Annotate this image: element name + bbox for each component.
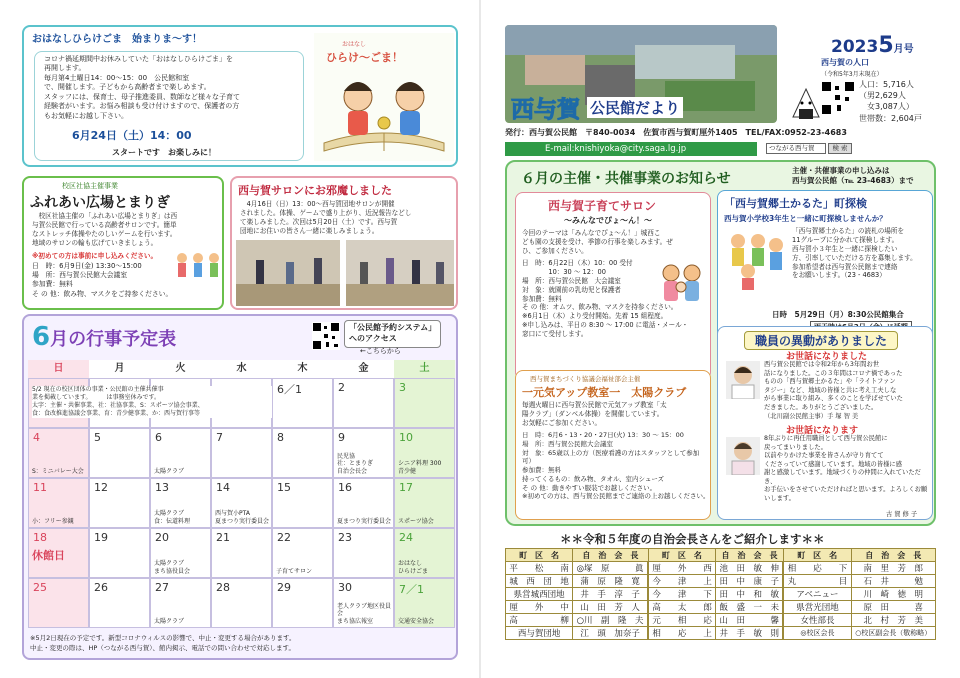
table-cell: ○川 副 隆 夫 (573, 614, 648, 627)
calendar-event: 子育てサロン (276, 567, 313, 575)
calendar-day-number: 3 (399, 381, 406, 394)
weekday-1: 月 (89, 360, 150, 378)
salon-photo-2 (346, 240, 454, 306)
calendar-event: スポーツ協会 (398, 517, 434, 525)
calendar-day-number (212, 379, 271, 383)
calendar-day-number: 27 (155, 581, 169, 594)
table-row (506, 588, 936, 601)
table-cell: 西与賀団地 (506, 627, 573, 640)
calendar-day-number: 14 (216, 481, 230, 494)
calendar-event: 民児協 社：とまりぎ 自治会長会 (337, 452, 374, 475)
calendar-title-rest: 月の行事予定表 (50, 329, 177, 350)
calendar-day-cell (89, 428, 150, 478)
exercise-people-illustration (174, 250, 222, 290)
kosodate-title: 西与賀子育てサロン (548, 199, 657, 213)
june-title: ６月の主催・共催事業のお知らせ (521, 171, 731, 187)
calendar-day-cell (89, 578, 150, 628)
table-cell: 井 手 敏 則 (716, 627, 784, 640)
calendar-day-cell (150, 528, 211, 578)
table-cell: 池 田 敏 伸 (716, 562, 784, 575)
population-note: （令和5年3月末現在） (821, 71, 883, 78)
issue-month: 5 (878, 33, 894, 58)
table-cell: 田 中 和 敏 (716, 588, 784, 601)
calendar-day-number: 24 (399, 531, 413, 544)
idou-section-2: お世話になります (786, 426, 859, 436)
calendar-title-month: 6 (32, 322, 51, 352)
kosodate-details: 日 時：6月22日（木）10：00 受付 10：30 〜 12：00 場 所：西与賀公民館 大会議室 対 象：就園前の乳幼児と保護者 参加費：無料 そ の 他：オムツ、飲み物、マスクを持参ください。 ※6月1日（木）より受付開始。先着 15 組程度。 ※申し込みは、平日の 8:30 〜 17:00 に電話・メール・ 窓口にて受付します。 (522, 259, 689, 339)
table-cell: 高 柳 (506, 614, 573, 627)
table-cell: 今 津 下 (648, 588, 716, 601)
calendar-day-cell (272, 578, 333, 628)
table-cell: 井 手 淳 子 (573, 588, 648, 601)
calendar-title (32, 322, 176, 352)
table-cell: ◎校区会長 (783, 627, 851, 640)
table-row (506, 627, 936, 640)
calendar-day-cell (211, 578, 272, 628)
kosodate-body: 今回のテーマは「みんなでぴょ〜ん！」城西こ ども園の支援を受け、季節の行事を楽しみます。ぜ ひ、ご参加ください。 (522, 229, 673, 255)
chairpersons-table (505, 548, 936, 640)
search-button[interactable]: 検 索 (828, 143, 852, 154)
table-cell: アベニュー (783, 588, 851, 601)
table-header-row (506, 549, 936, 562)
salon-photo-1 (236, 240, 340, 306)
calendar-event: 交通安全協会 (398, 617, 435, 625)
storybook-title-small: おはなし (342, 41, 367, 48)
calendar-day-cell (211, 428, 272, 478)
karuta-exploration-card (717, 190, 933, 340)
salon-body: 4月16日（日）13：00〜西与賀団地サロンが開催 されました。体操、ゲームで盛り上がり、近況報告などし て楽しみました。次回は5月20日（土）です。西与賀 団地にお住いの皆さん一緒に楽しみましょう。 (240, 200, 412, 235)
taiyo-details: 日 時：6月6・13・20・27日(火) 13：30 〜 15：00 場 所：西与賀公民館大会議室 対 象：65歳以上の方（医療看護の方はスタッフとして参加可） 参加費：無料 持ってくるもの：飲み物、タオル、室内シューズ そ の 他：動きやすい服装でお越しください。 ※初めての方は、西与賀公民館までご連絡の上お越しください。 (522, 431, 710, 501)
table-row (506, 601, 936, 614)
calendar-day-number: 25 (33, 581, 47, 594)
calendar-day-cell (28, 528, 89, 578)
calendar-intro: 5/2 現在の校区団体の事業・公民館の主催共催事 業を掲載しています。 は事務室休みです。 太字：主催・共催事業、社：社協事業、S：スポーツ協会事業、 食：食改推進協議会事業、育：青少健事業、か：西与賀行事等 (32, 386, 272, 418)
calendar-day-number: 23 (338, 531, 352, 544)
calendar-event: 西与賀小PTA 夏まつり実行委員会 (215, 510, 270, 525)
calendar-day-number: 9 (338, 431, 345, 444)
calendar-day-number: 12 (94, 481, 108, 494)
calendar-day-cell (272, 428, 333, 478)
table-cell: 丸 目 (783, 575, 851, 588)
staff-change-card (717, 326, 933, 520)
calendar-day-cell (211, 478, 272, 528)
taiyo-club-card (515, 370, 711, 520)
table-cell: 飯 盛 一 未 (716, 601, 784, 614)
taiyo-title: 一元気アップ教室一 太陽クラブ (522, 386, 687, 399)
issue-year: 2023 (831, 37, 879, 57)
calendar-day-cell (272, 378, 333, 428)
calendar-event: 小：フリー参観 (32, 517, 74, 525)
calendar-day-number (29, 379, 88, 383)
tanken-date: 日時 5月29日（月）8:30公民館集合 (772, 310, 904, 319)
calendar-day-cell (272, 528, 333, 578)
tanken-title: 「西与賀郷土かるた」町探検 (724, 197, 867, 210)
mascot-icon (791, 87, 821, 123)
issue-date (831, 33, 914, 58)
children-illustration (724, 227, 788, 291)
calendar-day-number: 20 (155, 531, 169, 544)
email-bar[interactable]: E-mail:knishiyoka@city.saga.lg.jp (505, 142, 757, 156)
table-cell: 県営光団地 (783, 601, 851, 614)
calendar-day-cell (89, 478, 150, 528)
calendar-event: 夏まつり実行委員会 (337, 517, 392, 525)
table-cell: 元 相 応 (648, 614, 716, 627)
table-cell: 山 田 馨 (716, 614, 784, 627)
publisher-line: 発行：西与賀公民館 〒840-0034 佐賀市西与賀町厘外1405 TEL/FAX:0952-23-4683 (505, 128, 847, 137)
table-header-cell: 町 区 名 (506, 549, 573, 562)
calendar-day-number: 18 (33, 531, 47, 544)
idou-body-1: 西与賀公民館では令和2年から3年間お世 話になりました。この３年間はコロナ禍であった ものの「西与賀郷土かるた」や「ライトファン タジー」など、地域の皆様と共に考え工夫しな がら事業に取り組み、多くのことを学ばせていた だきました。ありがとうございました。 (764, 361, 903, 411)
calendar-day-cell (150, 478, 211, 528)
calendar-day-number: 17 (399, 481, 413, 494)
idou-section-1: お世話になりました (786, 352, 868, 362)
table-cell: 南 里 芳 郎 (851, 562, 935, 575)
calendar-event: 老人クラブ地区役員会 まち協広報室 (337, 602, 392, 625)
table-cell: 江 頭 加奈子 (573, 627, 648, 640)
kosodate-salon-card (515, 192, 711, 380)
staff-photo-2 (726, 437, 760, 475)
family-illustration (656, 261, 706, 307)
table-cell: 蒲 原 隆 寛 (573, 575, 648, 588)
table-row (506, 562, 936, 575)
population-title: 西与賀の人口 (821, 58, 869, 67)
staff-photo-1 (726, 361, 760, 399)
newsletter-logo-sub: 公民館だより (587, 97, 683, 118)
calendar-day-cell (28, 428, 89, 478)
ohanashi-body: コロナ禍延期間中お休みしていた「おはなしひらけごま」を 再開します。 毎月第4土曜日14：00〜15：00 公民館和室 で、開催します。子どもから高齢者まで楽しめます。 スタッフには、保育士、母子推進委員、数師など様々な子育て 経験者がいます。お悩み相談も受け付けますので、保護者の方 もお気軽にお越し下さい。 (44, 55, 240, 120)
table-cell: 県営城西団地 (506, 588, 573, 601)
ohanashi-date: 6月24日（土）14：00 (72, 129, 192, 142)
idou-body-2: 8年ぶりに再任用職員として西与賀公民館に 戻ってまいりました。 以前やりかけた事業を皆さんが守り育てて くださっていて感謝しています。地域の皆様に感 謝と感激しています。地域づくりの仲間に入れていただき、 お手伝いをさせていただければと思います。よろしくお願 いします。 (764, 435, 928, 502)
table-cell: 石 井 勉 (851, 575, 935, 588)
calendar-day-number: 5 (94, 431, 101, 444)
idou-sign-1: （北川副公民館主事）手 塚 智 美 (764, 413, 859, 420)
table-row (506, 614, 936, 627)
calendar-day-number: 7 (216, 431, 223, 444)
fureai-title: ふれあい広場とまりぎ (30, 195, 170, 211)
table-header-cell: 町 区 名 (783, 549, 851, 562)
storybook-title: ひらけ〜ごま！ (326, 51, 403, 64)
table-cell: 川 崎 徳 明 (851, 588, 935, 601)
table-header-cell: 自 治 会 長 (716, 549, 784, 562)
taiyo-tag: 西与賀まちづくり協議会福祉部会主催 (530, 375, 641, 383)
table-header-cell: 町 区 名 (648, 549, 716, 562)
tanken-body: 「西与賀郷土かるた」の読札の場所を 11グループに分かれて探検します。 西与賀小３年生と一緒に探検したい 方、引率していただける方を募集します。 参加希望者は西与賀公民館まで連絡 をお願いします。（23 - 4683） (792, 227, 917, 280)
calendar-event: 休館日 (32, 549, 65, 563)
table-cell: 山 田 芳 人 (573, 601, 648, 614)
weekday-3: 水 (211, 360, 272, 378)
table-cell: 相 応 下 (783, 562, 851, 575)
search-input[interactable]: つながる西与賀 (766, 143, 826, 154)
calendar-day-number: 4 (33, 431, 40, 444)
calendar-day-number: 10 (399, 431, 413, 444)
table-cell: 田 中 康 子 (716, 575, 784, 588)
newsletter-header (505, 25, 936, 127)
calendar-day-number: 15 (277, 481, 291, 494)
calendar-weekday-header (28, 360, 456, 378)
calendar-day-number: 30 (338, 581, 352, 594)
table-cell: 今 津 上 (648, 575, 716, 588)
calendar-day-cell (333, 378, 394, 428)
table-cell: 厘 外 西 (648, 562, 716, 575)
calendar-day-number: 13 (155, 481, 169, 494)
ohanashi-start: スタートです お楽しみに！ (112, 148, 216, 157)
calendar-day-cell (333, 428, 394, 478)
calendar-day-cell (394, 578, 455, 628)
calendar-day-number: 21 (216, 531, 230, 544)
fureai-card (22, 176, 224, 310)
calendar-day-cell (28, 478, 89, 528)
fureai-details: 日 時：6月9日(金) 13:30〜15:00 場 所：西与賀公民館大会議室 参加費：無料 そ の 他：飲み物、マスクをご持参ください。 (32, 262, 173, 298)
table-cell: 北 村 芳 美 (851, 614, 935, 627)
ohanashi-heading: おはなしひらけごま 始まりま〜す！ (32, 34, 202, 45)
calendar-day-number: 28 (216, 581, 230, 594)
calendar-day-number: 8 (277, 431, 284, 444)
calendar-day-cell (394, 378, 455, 428)
table-cell: 厘 外 中 (506, 601, 573, 614)
calendar-event: 太陽クラブ まち協役員会 (154, 560, 191, 575)
salon-title: 西与賀サロンにお邪魔しました (238, 184, 392, 197)
table-row (506, 575, 936, 588)
table-cell: 高 太 郎 (648, 601, 716, 614)
fureai-tag: 校区社協主催事業 (62, 182, 118, 190)
calendar-day-cell (394, 428, 455, 478)
homepage-qr-code[interactable] (821, 81, 855, 115)
calendar-day-cell (211, 528, 272, 578)
calendar-event: 太陽クラブ 食：伝道料理 (154, 510, 191, 525)
calendar-day-number: 6／1 (277, 383, 302, 396)
reservation-system-label: 「公民館予約システム」 へのアクセス (344, 320, 441, 348)
salon-card (230, 176, 458, 310)
calendar-day-number: 19 (94, 531, 108, 544)
calendar-footnote: ※5月2日現在の予定です。新型コロナウィルスの影響で、中止・変更する場合があります。 中止・変更の際は、HP（つながる西与賀）、館内掲示、電話での問い合わせで対応します。 (30, 634, 296, 652)
june-events-panel (505, 160, 936, 526)
table-cell: ○校区副会長（敬称略） (851, 627, 935, 640)
page-divider (479, 0, 481, 678)
table-cell: 原 田 喜 (851, 601, 935, 614)
weekday-0: 日 (28, 360, 89, 378)
table-cell: 女性部長 (783, 614, 851, 627)
calendar-day-cell (333, 528, 394, 578)
kosodate-subtitle: 〜みんなでぴょ〜ん！〜 (564, 216, 652, 225)
calendar-event: 太陽クラブ (154, 467, 185, 475)
calendar-day-number: 2 (338, 381, 345, 394)
newsletter-logo: 西与賀 (511, 97, 580, 123)
calendar-day-cell (150, 428, 211, 478)
calendar-day-cell (89, 528, 150, 578)
reservation-qr-code[interactable] (312, 322, 340, 350)
idou-sign-2: 古 賀 修 子 (886, 511, 918, 518)
calendar-event: おはなし ひらけごま (398, 560, 429, 575)
june-subtitle: 主催・共催事業の申し込みは 西与賀公民館（℡ 23-4683）まで (792, 166, 914, 185)
calendar-event: S：ミニバレー大会 (32, 467, 84, 475)
idou-title: 職員の異動がありました (744, 331, 898, 350)
calendar-day-number: 29 (277, 581, 291, 594)
calendar-day-number: 26 (94, 581, 108, 594)
calendar-day-cell (272, 478, 333, 528)
table-cell: ◎塚 原 眞 (573, 562, 648, 575)
calendar-day-number: 7／1 (399, 583, 424, 596)
chairpersons-title: ＊＊令和５年度の自治会長さんをご紹介します＊＊ (560, 532, 825, 546)
reservation-arrow-text: ←こちらから (360, 347, 401, 355)
calendar-day-cell (28, 578, 89, 628)
table-cell: 相 応 上 (648, 627, 716, 640)
calendar-day-number: 11 (33, 481, 47, 494)
calendar-day-number: 16 (338, 481, 352, 494)
calendar-day-number (151, 379, 210, 383)
calendar-event: シニア料理 300 青少健 (398, 460, 442, 475)
calendar-day-cell (150, 578, 211, 628)
weekday-2: 火 (150, 360, 211, 378)
calendar-day-cell (333, 578, 394, 628)
calendar-event: 太陽クラブ (154, 617, 185, 625)
calendar-day-number: 6 (155, 431, 162, 444)
calendar-day-number (90, 379, 149, 383)
weekday-6: 土 (394, 360, 455, 378)
calendar-day-cell (333, 478, 394, 528)
weekday-4: 木 (272, 360, 333, 378)
table-header-cell: 自 治 会 長 (851, 549, 935, 562)
taiyo-body: 毎週火曜日に西与賀公民館で元気アップ教室「太 陽クラブ」（ダンベル体操）を開催しています。 お気軽にご参加ください。 (522, 401, 667, 427)
issue-month-suffix: 月号 (893, 44, 914, 55)
weekday-5: 金 (333, 360, 394, 378)
calendar-day-cell (394, 478, 455, 528)
population-stats: 人口：5,716人 （男2,629人 女3,087人） 世帯数：2,604戸 (859, 80, 922, 123)
event-calendar (22, 314, 458, 660)
tanken-subtitle: 西与賀小学校3年生と一緒に町探検しませんか？ (724, 214, 887, 223)
table-cell: 城 西 団 地 (506, 575, 573, 588)
calendar-day-number: 22 (277, 531, 291, 544)
calendar-day-cell (394, 528, 455, 578)
fureai-body: 校区社協主催の「ふれあい広場とまりぎ」は西 与賀公民館で行っている高齢者サロンです。簡単 なストレッチ体操やたのしいゲームを行います。 地域のサロンの輪も広げていきましょう。 (32, 212, 178, 247)
fureai-note: ※初めての方は事前に申し込みください。 (32, 252, 158, 260)
table-header-cell: 自 治 会 長 (573, 549, 648, 562)
ohanashi-card (22, 25, 458, 167)
table-cell: 平 松 南 (506, 562, 573, 575)
